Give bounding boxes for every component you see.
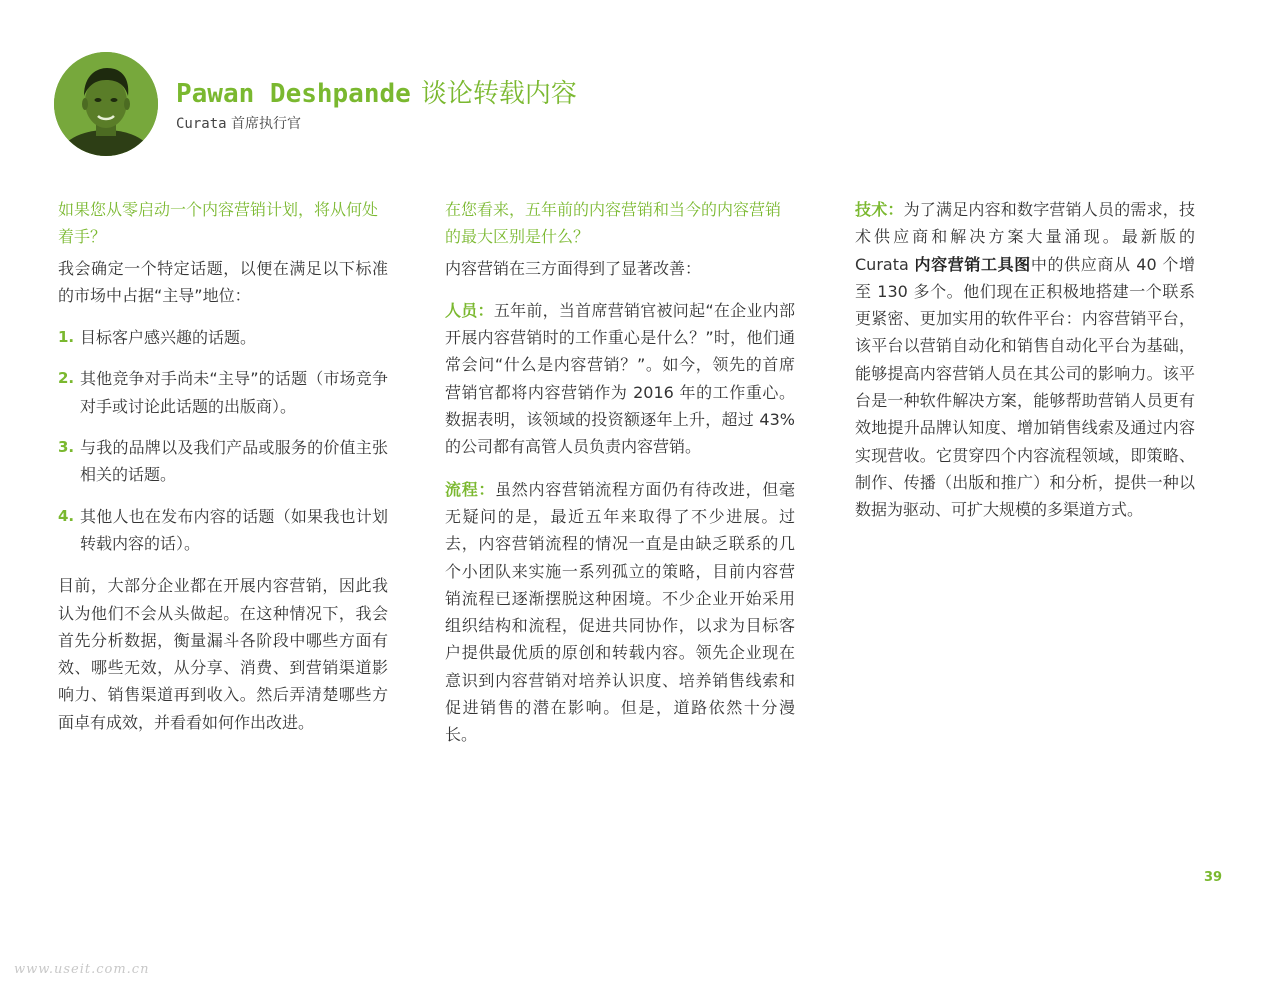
answer-intro: 我会确定一个特定话题，以便在满足以下标准的市场中占据“主导”地位： xyxy=(58,258,388,305)
author-role xyxy=(176,114,301,134)
list-number: 1. xyxy=(58,328,75,347)
process-text: 虽然内容营销流程方面仍有待改进，但毫无疑问的是，最近五年来取得了不少进展。过去，内容营销流程的情况一直是由缺乏联系的几个小团队来实施一系列孤立的策略，目前内容营销流程已逐渐摆脱这种困境。不少企业开始采用组织结构和流程，促进共同协作，以求为目标客户提供最优质的原创和转载内容。领先企业现在意识到内容营销对培养认识度、培养销售线索和促进销售的潜在影响。但是，道路依然十分漫长。 xyxy=(445,479,795,745)
list-item xyxy=(58,434,388,489)
page-number: 39 xyxy=(1204,870,1223,885)
technology-text-1: 为了满足内容和数字营销人员的需求，技术供应商和解决方案大量涌现。最新版的 Curata xyxy=(855,200,1195,274)
question-1: 如果您从零启动一个内容营销计划，将从何处着手？ xyxy=(58,200,379,247)
list-text: 其他人也在发布内容的话题（如果我也计划转载内容的话）。 xyxy=(80,506,388,553)
list-number: 4. xyxy=(58,506,75,525)
criteria-list xyxy=(58,324,388,557)
people-paragraph xyxy=(445,297,795,461)
tool-map-reference: 内容营销工具图 xyxy=(914,254,1031,274)
author-name: Pawan Deshpande xyxy=(176,79,411,109)
answer-intro-2: 内容营销在三方面得到了显著改善： xyxy=(445,258,702,278)
portrait-illustration xyxy=(54,52,158,156)
author-portrait xyxy=(54,52,158,156)
column-3 xyxy=(855,196,1195,539)
column-1 xyxy=(58,196,388,751)
list-text: 其他竞争对手尚未“主导”的话题（市场竞争对手或讨论此话题的出版商）。 xyxy=(80,369,388,416)
list-item xyxy=(58,365,388,420)
process-lead: 流程： xyxy=(445,479,496,499)
list-item xyxy=(58,324,388,351)
technology-lead: 技术： xyxy=(855,200,904,219)
list-number: 2. xyxy=(58,369,75,388)
company-name: Curata xyxy=(176,116,227,132)
technology-paragraph xyxy=(855,196,1195,524)
list-text: 与我的品牌以及我们产品或服务的价值主张相关的话题。 xyxy=(80,438,388,485)
technology-text-2: 中的供应商从 40 个增至 130 多个。他们现在正积极地搭建一个联系更紧密、更加实用的软件平台：内容营销平台，该平台以营销自动化和销售自动化平台为基础，能够提高内容营销人员在其公司的影响力。该平台是一种软件解决方案，能够帮助营销人员更有效地提升品牌认知度、增加销售线索及通过内容实现营收。它贯穿四个内容流程领域，即策略、制作、传播（出版和推广）和分析，提供一种以数据为驱动、可扩大规模的多渠道方式。 xyxy=(855,254,1195,520)
people-text: 五年前，当首席营销官被问起“在企业内部开展内容营销时的工作重心是什么？”时，他们通常会问“什么是内容营销？”。如今，领先的首席营销官都将内容营销作为 2016 年的工作重心。数据表明，该领域的投资额逐年上升，超过 43% 的公司都有高管人员负责内容营销。 xyxy=(445,300,795,457)
list-item xyxy=(58,503,388,558)
closing-paragraph: 目前，大部分企业都在开展内容营销，因此我认为他们不会从头做起。在这种情况下，我会首先分析数据，衡量漏斗各阶段中哪些方面有效、哪些无效，从分享、消费、到营销渠道影响力、销售渠道再到收入。然后弄清楚哪些方面卓有成效，并看看如何作出改进。 xyxy=(58,576,388,732)
process-paragraph xyxy=(445,476,795,749)
title-suffix: 谈论转载内容 xyxy=(420,79,577,109)
page-title xyxy=(176,76,577,112)
column-2 xyxy=(445,196,795,764)
watermark: www.useit.com.cn xyxy=(14,962,150,977)
people-lead: 人员： xyxy=(445,300,494,320)
list-text: 目标客户感兴趣的话题。 xyxy=(80,328,257,348)
list-number: 3. xyxy=(58,438,75,457)
question-2: 在您看来，五年前的内容营销和当今的内容营销的最大区别是什么？ xyxy=(445,200,782,247)
role-title: 首席执行官 xyxy=(231,116,302,132)
